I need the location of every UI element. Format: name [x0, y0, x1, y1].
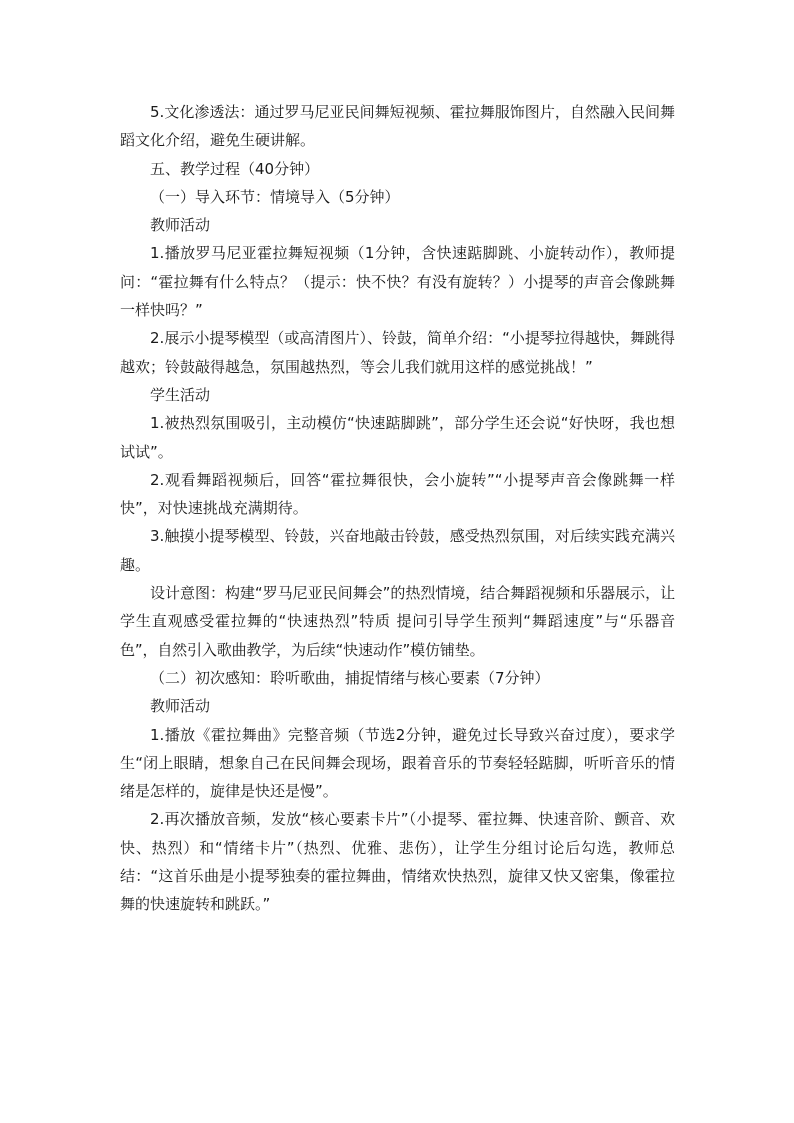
label-teacher-activity-2: 教师活动 [150, 697, 211, 716]
paragraph-student-activity-2: 2.观看舞蹈视频后，回答“霍拉舞很快，会小旋转”“小提琴声音会像跳舞一样快”，对快速挑战充满期待。 [120, 470, 675, 518]
subsection-heading-first-perception: （二）初次感知：聆听歌曲，捕捉情绪与核心要素（7分钟） [150, 668, 550, 687]
subsection-heading-intro: （一）导入环节：情境导入（5分钟） [150, 187, 400, 206]
paragraph-perception-teacher-2: 2.再次播放音频，发放“核心要素卡片”（小提琴、霍拉舞、快速音阶、颤音、欢快、热烈）和“情绪卡片”（热烈、优雅、悲伤），让学生分组讨论后勾选，教师总结：“这首乐曲是小提琴独奏的霍拉舞曲，情绪欢快热烈，旋律又快又密集，像霍拉舞的快速旋转和跳跃。” [120, 810, 675, 914]
paragraph-design-intent: 设计意图：构建“罗马尼亚民间舞会”的热烈情境，结合舞蹈视频和乐器展示，让学生直观感受霍拉舞的“快速热烈”特质 提问引导学生预判“舞蹈速度”与“乐器音色”，自然引入歌曲教学，为后续“快速动作”模仿铺垫。 [120, 584, 675, 659]
paragraph-perception-teacher-1: 1.播放《霍拉舞曲》完整音频（节选2分钟，避免过长导致兴奋过度），要求学生“闭上眼睛，想象自己在民间舞会现场，跟着音乐的节奏轻轻踮脚，听听音乐的情绪是怎样的，旋律是快还是慢”。 [120, 725, 675, 801]
document-body [120, 98, 675, 919]
label-teacher-activity: 教师活动 [150, 216, 211, 235]
paragraph-method-5: 5.文化渗透法：通过罗马尼亚民间舞短视频、霍拉舞服饰图片，自然融入民间舞蹈文化介绍，避免生硬讲解。 [120, 103, 675, 150]
paragraph-teacher-activity-2: 2.展示小提琴模型（或高清图片）、铃鼓，简单介绍：“小提琴拉得越快，舞跳得越欢；铃鼓敲得越急，氛围越热烈，等会儿我们就用这样的感觉挑战！” [120, 329, 675, 376]
paragraph-student-activity-3: 3.触摸小提琴模型、铃鼓，兴奋地敲击铃鼓，感受热烈氛围，对后续实践充满兴趣。 [120, 527, 675, 574]
paragraph-student-activity-1: 1.被热烈氛围吸引，主动模仿“快速踮脚跳”，部分学生还会说“好快呀，我也想试试”。 [120, 414, 675, 461]
section-heading-teaching-process: 五、教学过程（40分钟） [150, 159, 320, 178]
label-student-activity: 学生活动 [150, 385, 211, 404]
paragraph-teacher-activity-1: 1.播放罗马尼亚霍拉舞短视频（1分钟，含快速踮脚跳、小旋转动作），教师提问：“霍拉舞有什么特点？（提示：快不快？有没有旋转？）小提琴的声音会像跳舞一样快吗？” [120, 244, 675, 320]
